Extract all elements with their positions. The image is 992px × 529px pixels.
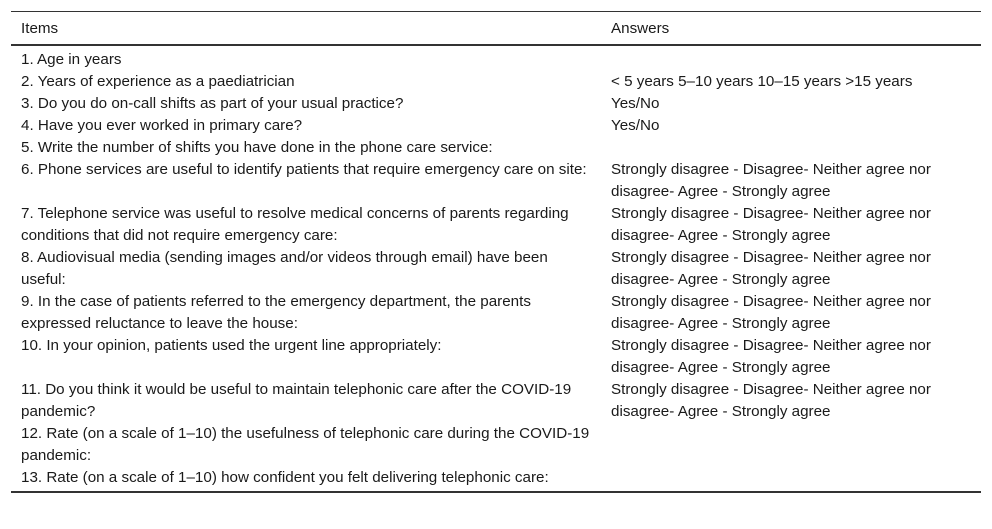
table-row [11,291,981,335]
questionnaire-table [11,11,981,493]
table-row [11,45,981,71]
item-cell: 9. In the case of patients referred to the emergency department, the parents expressed reluctance to leave the house: [21,293,531,332]
table-row [11,159,981,203]
table-row [11,423,981,467]
answer-cell: Yes/No [611,95,660,112]
item-cell: 13. Rate (on a scale of 1–10) how confident you felt delivering telephonic care: [21,469,549,486]
item-cell: 7. Telephone service was useful to resolve medical concerns of parents regarding conditions that did not require emergency care: [21,205,569,244]
header-items: Items [21,20,59,37]
answer-cell: Strongly disagree - Disagree- Neither agree nor disagree- Agree - Strongly agree [611,161,931,200]
table-row [11,115,981,137]
item-cell: 5. Write the number of shifts you have done in the phone care service: [21,139,493,156]
table-row [11,247,981,291]
table-row [11,467,981,492]
answer-cell [601,45,981,71]
table-row [11,379,981,423]
item-cell: 3. Do you do on-call shifts as part of your usual practice? [21,95,404,112]
item-cell: 6. Phone services are useful to identify patients that require emergency care on site: [21,161,587,178]
item-cell: 12. Rate (on a scale of 1–10) the usefulness of telephonic care during the COVID-19 pandemic: [21,425,590,464]
item-cell: 8. Audiovisual media (sending images and/or videos through email) have been useful: [21,249,548,288]
table-header-row [11,12,981,46]
table-row [11,71,981,93]
questionnaire-table-container [11,11,981,493]
answer-cell [601,467,981,492]
answer-cell: Strongly disagree - Disagree- Neither agree nor disagree- Agree - Strongly agree [611,381,931,420]
table-row [11,137,981,159]
answer-cell: < 5 years 5–10 years 10–15 years >15 years [611,73,913,90]
answer-cell: Strongly disagree - Disagree- Neither agree nor disagree- Agree - Strongly agree [611,205,931,244]
item-cell: 10. In your opinion, patients used the urgent line appropriately: [21,337,442,354]
answer-cell: Strongly disagree - Disagree- Neither agree nor disagree- Agree - Strongly agree [611,293,931,332]
answer-cell [601,423,981,467]
table-row [11,203,981,247]
answer-cell: Strongly disagree - Disagree- Neither agree nor disagree- Agree - Strongly agree [611,337,931,376]
item-cell: 1. Age in years [21,51,122,68]
item-cell: 11. Do you think it would be useful to maintain telephonic care after the COVID-19 pandemic? [21,381,572,420]
header-answers: Answers [611,20,670,37]
answer-cell: Strongly disagree - Disagree- Neither agree nor disagree- Agree - Strongly agree [611,249,931,288]
item-cell: 2. Years of experience as a paediatrician [21,73,295,90]
item-cell: 4. Have you ever worked in primary care? [21,117,303,134]
answer-cell [601,137,981,159]
table-row [11,93,981,115]
table-row [11,335,981,379]
answer-cell: Yes/No [611,117,660,134]
